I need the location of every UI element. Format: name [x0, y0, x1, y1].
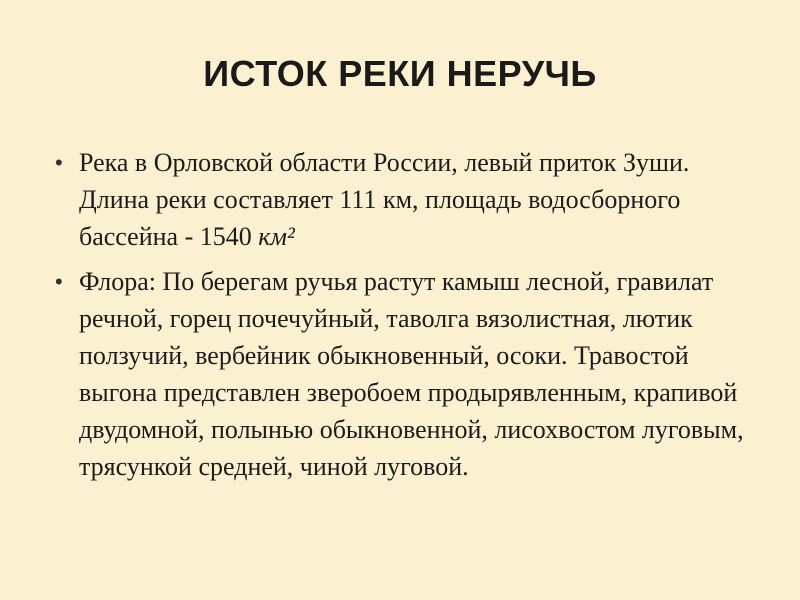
bullet-text-main: Река в Орловской области России, левый приток Зуши. Длина реки составляет 111 км, площадь водосборного бассейна - 1540 [79, 148, 690, 251]
area-unit: км² [258, 222, 295, 251]
bullet-icon: • [55, 150, 63, 175]
bullet-item-flora [55, 263, 755, 485]
bullet-item-river-description [55, 144, 755, 255]
slide-title: ИСТОК РЕКИ НЕРУЧЬ [203, 53, 597, 94]
bullet-text [79, 144, 755, 255]
bullet-list [55, 144, 755, 493]
bullet-icon: • [55, 269, 63, 294]
bullet-text: Флора: По берегам ручья растут камыш лесной, гравилат речной, горец почечуйный, таволга вязолистная, лютик ползучий, вербейник обыкновенный, осоки. Травостой выгона представлен зверобоем продырявленным, крапивой двудомной, полынью обыкновенной, лисохвостом луговым, трясункой средней, чиной луговой. [79, 267, 744, 481]
